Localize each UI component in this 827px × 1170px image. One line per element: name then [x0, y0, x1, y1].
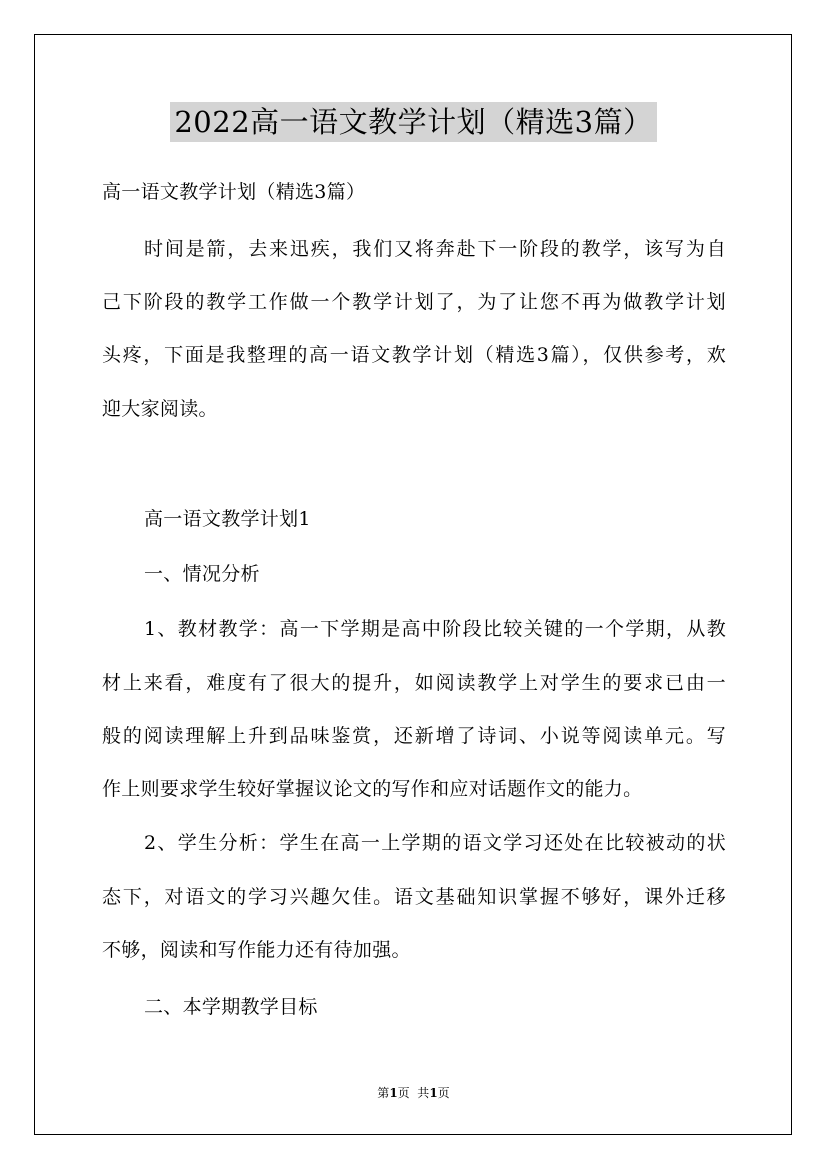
- footer-page-mid: 页 共: [397, 1086, 430, 1100]
- document-subtitle: 高一语文教学计划（精选3篇）: [102, 181, 366, 203]
- para2-line-2: 态下，对语文的学习兴趣欠佳。语文基础知识掌握不够好，课外迁移: [102, 886, 726, 908]
- heading-semester-goals: 二、本学期教学目标: [144, 996, 318, 1018]
- intro-line-1: 时间是箭，去来迅疾，我们又将奔赴下一阶段的教学，该写为自: [144, 238, 726, 260]
- footer-page-suffix: 页: [437, 1086, 450, 1100]
- para1-line-4: 作上则要求学生较好掌握议论文的写作和应对话题作文的能力。: [102, 778, 643, 800]
- para1-line-3: 般的阅读理解上升到品味鉴赏，还新增了诗词、小说等阅读单元。写: [102, 725, 726, 747]
- section-title: 高一语文教学计划1: [144, 508, 311, 530]
- para2-line-1: 2、学生分析：学生在高一上学期的语文学习还处在比较被动的状: [144, 832, 726, 854]
- heading-situation-analysis: 一、情况分析: [144, 563, 260, 585]
- intro-line-4: 迎大家阅读。: [102, 398, 218, 420]
- page-footer: [0, 1085, 827, 1101]
- para1-line-1: 1、教材教学：高一下学期是高中阶段比较关键的一个学期，从教: [144, 618, 726, 640]
- para2-line-3: 不够，阅读和写作能力还有待加强。: [102, 939, 411, 961]
- footer-page-prefix: 第: [377, 1086, 390, 1100]
- title-container: [0, 102, 827, 142]
- para1-line-2: 材上来看，难度有了很大的提升，如阅读教学上对学生的要求已由一: [102, 672, 726, 694]
- intro-line-2: 己下阶段的教学工作做一个教学计划了，为了让您不再为做教学计划: [102, 291, 726, 313]
- intro-line-3: 头疼，下面是我整理的高一语文教学计划（精选3篇），仅供参考，欢: [102, 344, 726, 366]
- footer-page-total: 1: [429, 1086, 438, 1100]
- document-title: 2022高一语文教学计划（精选3篇）: [170, 102, 656, 142]
- footer-page-number: 1: [389, 1086, 398, 1100]
